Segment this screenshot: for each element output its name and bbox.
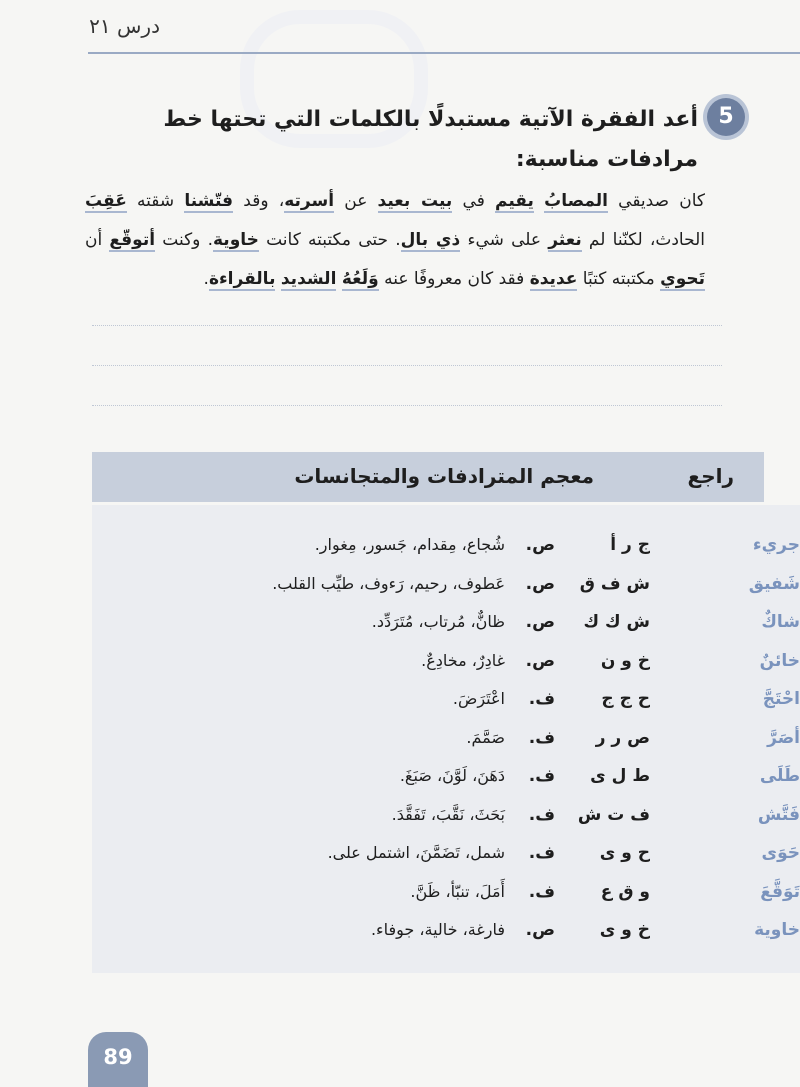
dictionary-row [92,882,800,920]
underlined-keyword: خاوية [213,230,259,250]
entry-root: ح و ى [599,843,650,863]
entry-word: خاوية [754,920,800,940]
entry-pos: ف. [528,727,555,748]
entry-synonyms: فارغة، خالية، جوفاء. [370,920,505,939]
entry-word: تَوَقَّعَ [760,881,800,902]
entry-synonyms: ظانٌّ، مُرتاب، مُتَرَدِّد. [371,612,505,631]
entry-synonyms: عَطوف، رحيم، رَءوف، طيِّب القلب. [272,573,505,593]
entry-synonyms: دَهَنَ، لَوَّنَ، صَبَغَ. [399,766,505,785]
paragraph-text: مكتبته كتبًا [577,269,661,289]
refer-label: راجع [687,464,734,488]
paragraph-text [534,191,544,211]
entry-synonyms: بَحَثَ، نَقَّبَ، تَفَقَّدَ. [391,804,505,824]
dictionary-row [92,612,800,650]
paragraph-text: عن [334,191,378,211]
entry-root: ف ت ش [577,804,650,825]
page-number: 89 [88,1032,148,1087]
paragraph-text: كان صديقي [607,191,705,211]
dictionary-row [92,651,800,689]
underlined-keyword: ذي بال [400,230,461,250]
paragraph-text: ، وقد [233,191,285,211]
answer-line [92,405,722,406]
entry-pos: ص. [525,920,555,940]
entry-word: جريء [752,535,800,555]
paragraph-text: الحادث، لكنّنا لم [581,230,705,250]
underlined-keyword: بالقراءة [208,269,276,289]
paragraph-text: على شيء [460,230,549,250]
entry-word: فَتَّش [757,804,800,825]
underlined-keyword: أسرته [284,191,335,211]
entry-synonyms: غادِرٌ، مخادِعٌ. [421,650,505,670]
dictionary-row [92,805,800,843]
answer-line [92,365,722,366]
entry-word: شَفيق [748,573,800,594]
exercise-instruction: أعد الفقرة الآتية مستبدلًا بالكلمات التي تحتها خط مرادفات مناسبة: [163,107,698,172]
exercise-number-badge: 5 [707,98,745,136]
entry-word: شاكٌ [761,612,800,632]
entry-synonyms: شمل، تَضَمَّنَ، اشتمل على. [327,843,505,862]
paragraph-text [336,269,341,289]
entry-pos: ف. [528,766,555,786]
entry-synonyms: شُجاع، مِقدام، جَسور، مِغوار. [314,535,505,554]
paragraph-text: . وكنت [155,230,213,250]
paragraph-text: . حتى مكتبته كانت [258,230,401,250]
entry-pos: ص. [525,650,555,671]
underlined-keyword: فتّشنا [184,191,234,211]
entry-word: طَلَى [759,766,800,786]
paragraph-text: شقته [126,191,185,211]
entry-root: ط ل ى [590,766,650,786]
underlined-keyword: تَحوي [660,269,705,289]
paragraph-text: . [203,269,209,289]
lesson-title: درس ٢١ [89,14,160,38]
dictionary-row [92,843,800,881]
paragraph-text: في [452,191,496,211]
underlined-keyword: عَقِبَ [85,191,127,211]
dictionary-row [92,766,800,804]
entry-pos: ص. [525,535,555,555]
entry-root: ش ف ق [579,573,650,594]
entry-pos: ف. [528,689,555,709]
paragraph-text: فقد كان معروفًا عنه [378,269,530,289]
entry-synonyms: صَمَّمَ. [466,727,505,747]
underlined-keyword: بيت بعيد [377,191,453,211]
paragraph-text: أن [85,230,110,250]
entry-root: ح ج ج [601,689,650,709]
underlined-keyword: عديدة [529,269,578,289]
entry-root: ش ك ك [583,612,650,632]
dictionary-row [92,574,800,612]
entry-word: خائنٌ [759,650,800,671]
entry-root: خ و ى [599,920,650,940]
entry-word: أصَرَّ [767,727,800,748]
entry-pos: ص. [525,573,555,594]
entry-pos: ف. [528,843,555,863]
entry-synonyms: اعْتَرَضَ. [452,689,505,708]
dictionary-table [92,505,800,973]
underlined-keyword: وَلَعُهُ [341,269,379,289]
underlined-keyword: أتوقّع [109,230,156,250]
dictionary-row [92,535,800,573]
entry-root: و ق ع [600,881,650,902]
dictionary-title: معجم المترادفات والمتجانسات [294,464,594,488]
entry-pos: ص. [525,612,555,632]
entry-pos: ف. [528,881,555,902]
underlined-keyword: الشديد [280,269,337,289]
dictionary-header [92,452,764,502]
entry-synonyms: أَمَلَ، تنبّأ، ظَنَّ. [410,881,505,901]
dictionary-row [92,728,800,766]
entry-word: حَوَى [761,843,800,863]
answer-line [92,325,722,326]
entry-pos: ف. [528,804,555,825]
underlined-keyword: المصابُ [544,191,608,211]
underlined-keyword: نعثر [548,230,582,250]
entry-root: ص ر ر [595,727,650,748]
underlined-keyword: يقيم [495,191,534,211]
entry-word: احْتَجَّ [762,689,800,709]
header-divider [88,52,800,54]
dictionary-row [92,920,800,958]
entry-root: ج ر أ [610,535,650,555]
dictionary-row [92,689,800,727]
entry-root: خ و ن [600,650,650,671]
exercise-paragraph [85,182,705,299]
